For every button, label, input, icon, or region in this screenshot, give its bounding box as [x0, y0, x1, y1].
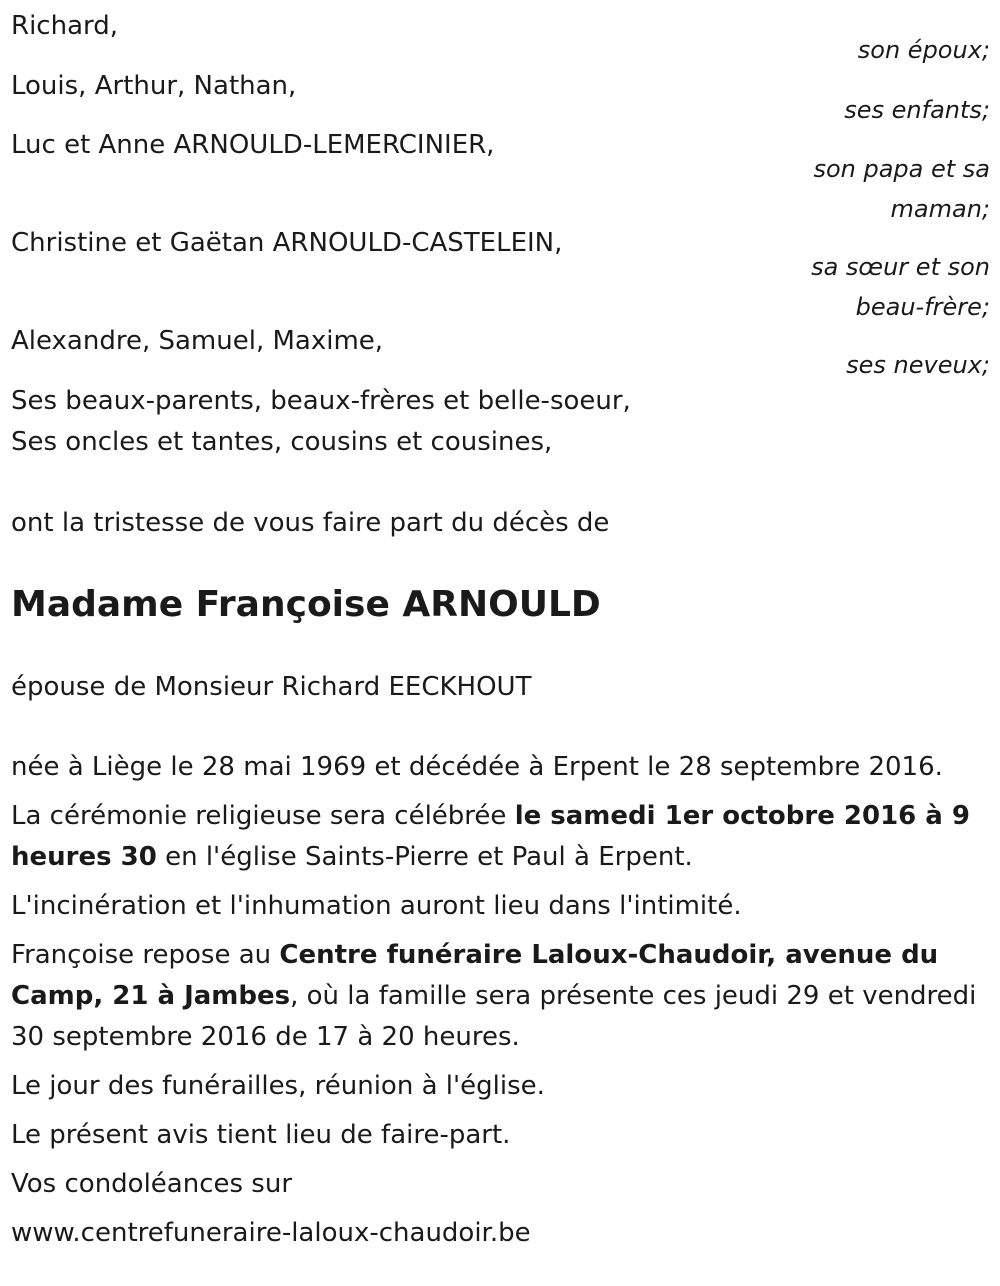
- ceremony-place: en l'église Saints-Pierre et Paul à Erpent.: [156, 842, 693, 872]
- ceremony-date: le samedi 1er octobre 2016 à 9 heures 30: [11, 801, 970, 872]
- family-name: Luc et Anne ARNOULD-LEMERCINIER,: [11, 130, 495, 160]
- ceremony-text: La cérémonie religieuse sera célébrée: [11, 801, 515, 831]
- website-link[interactable]: www.centrefuneraire-laloux-chaudoir.be: [11, 1218, 531, 1248]
- ceremony-paragraph: [11, 796, 990, 878]
- visiting-hours: , où la famille sera présente ces jeudi 29 et vendredi 30 septembre 2016 de 17 à 20 heures.: [11, 981, 977, 1052]
- condolences-label: Vos condoléances sur: [11, 1169, 293, 1199]
- spouse-line: épouse de Monsieur Richard EECKHOUT: [11, 672, 532, 702]
- family-role: ses neveux;: [846, 351, 990, 379]
- cremation-paragraph: L'incinération et l'inhumation auront lieu dans l'intimité.: [11, 891, 742, 921]
- family-role: ses enfants;: [844, 96, 990, 124]
- deceased-name: Madame Françoise ARNOULD: [11, 584, 601, 625]
- extended-family-line: Ses beaux-parents, beaux-frères et belle-soeur,: [11, 386, 631, 416]
- family-entry-sister: [11, 223, 990, 327]
- extended-family-line: Ses oncles et tantes, cousins et cousines,: [11, 427, 553, 457]
- family-entry-children: [11, 66, 990, 130]
- family-entry-nephews: [11, 321, 990, 385]
- funeral-home: Centre funéraire Laloux-Chaudoir, avenue du Camp, 21 à Jambes: [11, 940, 939, 1011]
- repose-paragraph: [11, 935, 990, 1058]
- family-role: son époux;: [857, 36, 990, 64]
- family-name: Christine et Gaëtan ARNOULD-CASTELEIN,: [11, 228, 563, 258]
- repose-text: Françoise repose au: [11, 940, 280, 970]
- family-role: son papa et sa maman;: [813, 155, 990, 223]
- family-role: sa sœur et son beau-frère;: [811, 253, 990, 321]
- family-name: Richard,: [11, 11, 118, 41]
- family-entry-spouse: [11, 6, 990, 70]
- announcement: ont la tristesse de vous faire part du décès de: [11, 508, 610, 538]
- family-entry-parents: [11, 125, 990, 229]
- notice-paragraph: Le présent avis tient lieu de faire-part.: [11, 1120, 511, 1150]
- birth-death-line: née à Liège le 28 mai 1969 et décédée à Erpent le 28 septembre 2016.: [11, 752, 943, 782]
- reunion-paragraph: Le jour des funérailles, réunion à l'église.: [11, 1071, 545, 1101]
- family-name: Alexandre, Samuel, Maxime,: [11, 326, 384, 356]
- obituary-notice: [11, 6, 990, 1254]
- family-name: Louis, Arthur, Nathan,: [11, 71, 297, 101]
